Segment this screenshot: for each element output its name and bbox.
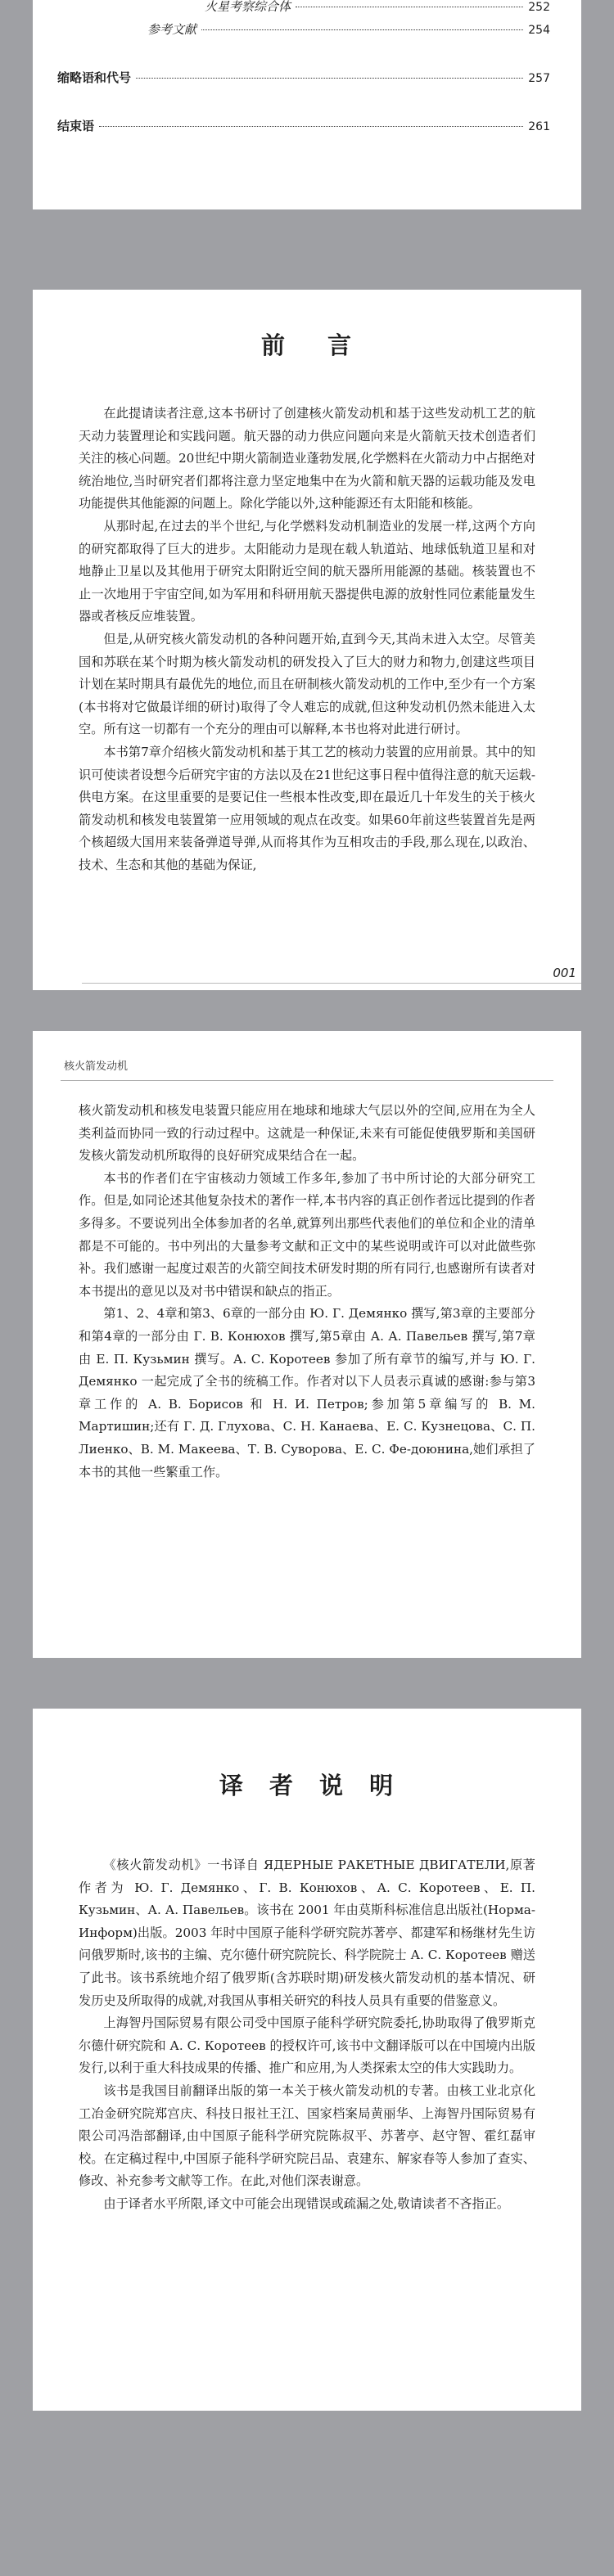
toc-entry[interactable]	[57, 117, 550, 134]
toc-entry-page: 257	[528, 72, 550, 85]
toc-entry-page: 254	[528, 24, 550, 37]
toc-leader-dots	[99, 126, 523, 127]
translator-note-paragraph: 《核火箭发动机》一书译自 ЯДЕРНЫЕ РАКЕТНЫЕ ДВИГАТЕЛИ,原著作者为 Ю. Г. Демянко、Г. В. Конюхов、А. С. Коротеев、Е. П. Кузьмин、А. А. Павельев。该书在 2001 年由莫斯科标准信息出版社(Норма-Информ)出版。2003 年时中国原子能科学研究院苏著亭、都建军和杨继材先生访问俄罗斯时,该书的主编、克尔德什研究院院长、科学院院士 А. С. Коротеев 赠送了此书。该书系统地介绍了俄罗斯(含苏联时期)研发核火箭发动机的基本情况、研发历史及所取得的成就,对我国从事相关研究的科技人员具有重要的借鉴意义。	[79, 1858, 535, 2008]
toc-entry[interactable]	[205, 0, 550, 15]
translator-note-body	[79, 1854, 535, 2216]
toc-page	[33, 0, 581, 209]
toc-entry-title: 结束语	[57, 119, 95, 133]
translator-note-page	[33, 1709, 581, 2411]
translator-note-paragraph: 该书是我国目前翻译出版的第一本关于核火箭发动机的专著。由核工业北京化工冶金研究院郑宫庆、科技日报社王江、国家档案局黄丽华、上海智丹国际贸易有限公司冯浩部翻译,由中国原子能科学研究院陈叔平、苏著亭、赵守智、霍红磊审校。在定稿过程中,中国原子能科学研究院吕品、袁建东、解家春等人参加了查实、修改、补充参考文献等工作。在此,对他们深表谢意。	[79, 2083, 535, 2189]
toc-entry-page: 261	[528, 120, 550, 133]
continued-paragraph: 第1、2、4章和第3、6章的一部分由 Ю. Г. Демянко 撰写,第3章的主要部分和第4章的一部分由 Г. В. Конюхов 撰写,第5章由 А. А. Павельев 撰写,第7章由 Е. П. Кузьмин 撰写。А. С. Коротеев 参加了所有章节的编写,并与 Ю. Г. Демянко 一起完成了全书的统稿工作。作者对以下人员表示真诚的感谢:参与第3章工作的 А. В. Борисов 和 Н. И. Петров;参加第5章编写的 В. М. Мартишин;还有 Г. Д. Глухова、С. Н. Канаева、Е. С. Кузнецова、С. П. Лиенко、В. М. Макеева、Т. В. Суворова、Е. С. Фе-доюнина,她们承担了本书的其他一些繁重工作。	[79, 1306, 535, 1479]
toc-entry-title: 缩略语和代号	[57, 70, 132, 85]
translator-note-paragraph: 由于译者水平所限,译文中可能会出现错误或疏漏之处,敬请读者不吝指正。	[103, 2195, 510, 2211]
continued-paragraph: 本书的作者们在宇宙核动力领域工作多年,参加了书中所讨论的大部分研究工作。但是,如同论述其他复杂技术的著作一样,本书内容的真正创作者远比提到的作者多得多。不要说列出全体参加者的名单,就算列出那些代表他们的单位和企业的清单都是不可能的。书中列出的大量参考文献和正文中的某些说明或许可以对此做些弥补。我们感谢一起度过艰苦的火箭空间技术研发时期的所有同行,也感谢所有读者对本书提出的意见以及对书中错误和缺点的指正。	[79, 1170, 535, 1299]
toc-entry-title: 参考文献	[147, 22, 197, 37]
running-head-rule	[61, 1080, 553, 1081]
translator-note-title: 译 者 说 明	[219, 1772, 395, 1799]
preface-continued-page	[33, 1031, 581, 1658]
toc-leader-dots	[136, 78, 523, 79]
preface-paragraph: 从那时起,在过去的半个世纪,与化学燃料发动机制造业的发展一样,这两个方向的研究都取得了巨大的进步。太阳能动力是现在载人轨道站、地球低轨道卫星和对地静止卫星以及其他用于研究太阳附近空间的航天器所用能源的基础。核装置也不止一次地用于宇宙空间,如为军用和科研用航天器提供电源的放射性同位素能量发生器或者核反应堆装置。	[79, 518, 535, 624]
toc-entry-page: 252	[528, 1, 550, 14]
continued-paragraph: 核火箭发动机和核发电装置只能应用在地球和地球大气层以外的空间,应用在为全人类利益而协同一致的行动过程中。这就是一种保证,未来有可能促使俄罗斯和美国研发核火箭发动机所取得的良好研究成果结合在一起。	[79, 1103, 535, 1164]
preface-continued-body	[79, 1100, 535, 1484]
translator-note-paragraph: 上海智丹国际贸易有限公司受中国原子能科学研究院委托,协助取得了俄罗斯克尔德什研究院和 А. С. Коротеев 的授权许可,该书中文翻译版可以在中国境内出版发行,以利于重大科技成果的传播、推广和应用,为人类探索太空的伟大实践助力。	[79, 2015, 535, 2076]
preface-paragraph: 本书第7章介绍核火箭发动机和基于其工艺的核动力装置的应用前景。其中的知识可使读者设想今后研究宇宙的方法以及在21世纪这事日程中值得注意的航天运载-供电方案。在这里重要的是要记住一些根本性改变,即在最近几十年发生的关于核火箭发动机和核发电装置第一应用领域的观点在改变。如果60年前这些装置首先是两个核超级大国用来装备弹道导弹,从而将其作为互相攻击的手段,那么现在,以政治、技术、生态和其他的基础为保证,	[79, 744, 535, 872]
page-number-rule	[82, 983, 581, 984]
toc-entry[interactable]	[147, 20, 550, 38]
preface-paragraph: 但是,从研究核火箭发动机的各种问题开始,直到今天,其尚未进入太空。尽管美国和苏联在某个时期为核火箭发动机的研发投入了巨大的财力和物力,创建这些项目计划在某时期具有最优先的地位,而且在研制核火箭发动机的工作中,至少有一个方案(本书将对它做最详细的研讨)取得了令人难忘的成就,但这种发动机仍然未能进入太空。所有这一切都有一个充分的理由可以解释,本书也将对此进行研讨。	[79, 631, 535, 737]
preface-body	[79, 403, 535, 876]
preface-title: 前 言	[260, 331, 354, 359]
preface-page	[33, 290, 581, 990]
toc-entry-title: 火星考察综合体	[205, 0, 291, 14]
toc-entry[interactable]	[57, 69, 550, 86]
preface-paragraph: 在此提请读者注意,这本书研讨了创建核火箭发动机和基于这些发动机工艺的航天动力装置理论和实践问题。航天器的动力供应问题向来是火箭航天技术创造者们关注的核心问题。20世纪中期火箭制造业蓬勃发展,化学燃料在火箭动力中占据绝对统治地位,当时研究者们都将注意力坚定地集中在为火箭和航天器的运载功能及发电功能提供其他能源的问题上。除化学能以外,这种能源还有太阳能和核能。	[79, 406, 535, 511]
running-head: 核火箭发动机	[64, 1061, 129, 1073]
toc-leader-dots	[201, 29, 523, 30]
page-number: 001	[553, 966, 576, 980]
